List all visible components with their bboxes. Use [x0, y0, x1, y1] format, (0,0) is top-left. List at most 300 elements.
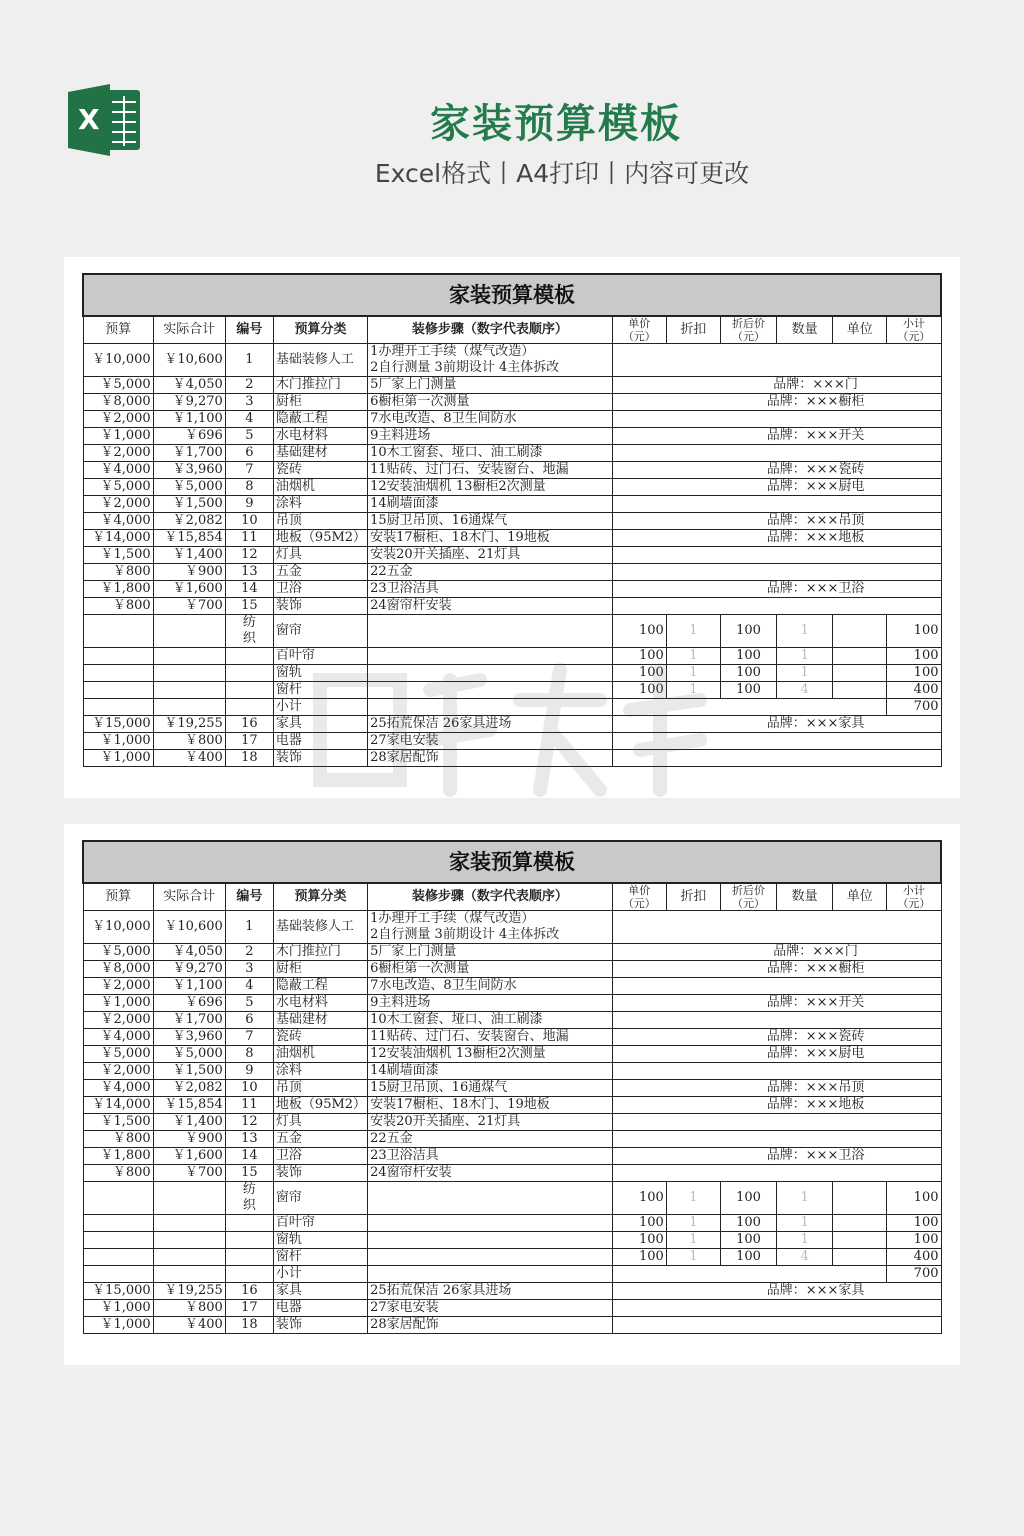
actual-cell[interactable]	[153, 682, 225, 699]
brand-cell[interactable]: 品牌：×××卫浴	[612, 581, 941, 598]
number-cell[interactable]	[225, 699, 273, 716]
steps-cell[interactable]: 25拓荒保洁 26家具进场	[368, 716, 613, 733]
number-cell[interactable]: 18	[225, 750, 273, 767]
category-cell[interactable]: 电器	[273, 1300, 367, 1317]
quantity-cell[interactable]: 1	[777, 665, 833, 682]
category-cell[interactable]: 隐蔽工程	[273, 978, 367, 995]
subtotal-cell[interactable]: 100	[887, 1215, 941, 1232]
column-header[interactable]: 单价 （元）	[612, 316, 666, 344]
budget-cell[interactable]: ￥5,000	[83, 479, 153, 496]
item-name-cell[interactable]: 窗帘	[273, 615, 367, 648]
budget-cell[interactable]: ￥1,000	[83, 428, 153, 445]
category-cell[interactable]: 厨柜	[273, 961, 367, 978]
actual-cell[interactable]: ￥1,400	[153, 547, 225, 564]
brand-cell[interactable]	[612, 911, 941, 944]
steps-cell[interactable]	[368, 648, 613, 665]
column-header[interactable]: 预算	[83, 316, 153, 344]
discount-cell[interactable]: 1	[666, 1232, 720, 1249]
actual-cell[interactable]: ￥3,960	[153, 462, 225, 479]
column-header[interactable]: 折扣	[666, 316, 720, 344]
budget-cell[interactable]: ￥1,000	[83, 733, 153, 750]
number-cell[interactable]: 1	[225, 911, 273, 944]
steps-cell[interactable]	[368, 1249, 613, 1266]
steps-cell[interactable]: 6橱柜第一次测量	[368, 961, 613, 978]
brand-cell[interactable]: 品牌：×××门	[612, 377, 941, 394]
budget-cell[interactable]: ￥2,000	[83, 1063, 153, 1080]
brand-cell[interactable]	[612, 1165, 941, 1182]
category-cell[interactable]: 涂料	[273, 1063, 367, 1080]
unit-cell[interactable]	[833, 1232, 887, 1249]
steps-cell[interactable]	[368, 1182, 613, 1215]
net-price-cell[interactable]: 100	[720, 648, 776, 665]
category-cell[interactable]: 水电材料	[273, 428, 367, 445]
actual-cell[interactable]: ￥1,100	[153, 411, 225, 428]
budget-cell[interactable]: ￥1,800	[83, 1148, 153, 1165]
number-cell[interactable]: 17	[225, 1300, 273, 1317]
brand-cell[interactable]: 品牌：×××开关	[612, 995, 941, 1012]
actual-cell[interactable]: ￥400	[153, 1317, 225, 1334]
budget-cell[interactable]: ￥1,500	[83, 547, 153, 564]
quantity-cell[interactable]: 1	[777, 1215, 833, 1232]
quantity-cell[interactable]: 1	[777, 648, 833, 665]
unit-price-cell[interactable]: 100	[612, 1182, 666, 1215]
category-cell[interactable]: 装饰	[273, 750, 367, 767]
category-cell[interactable]: 吊顶	[273, 1080, 367, 1097]
net-price-cell[interactable]: 100	[720, 665, 776, 682]
discount-cell[interactable]: 1	[666, 1215, 720, 1232]
category-cell[interactable]: 木门推拉门	[273, 377, 367, 394]
actual-cell[interactable]: ￥800	[153, 1300, 225, 1317]
item-name-cell[interactable]: 窗杆	[273, 682, 367, 699]
actual-cell[interactable]	[153, 1249, 225, 1266]
number-cell[interactable]	[225, 1249, 273, 1266]
category-cell[interactable]: 瓷砖	[273, 1029, 367, 1046]
actual-cell[interactable]: ￥2,082	[153, 513, 225, 530]
budget-cell[interactable]: ￥2,000	[83, 1012, 153, 1029]
budget-cell[interactable]	[83, 1249, 153, 1266]
column-header[interactable]: 装修步骤（数字代表顺序）	[368, 883, 613, 911]
category-cell[interactable]: 电器	[273, 733, 367, 750]
budget-cell[interactable]: ￥1,000	[83, 995, 153, 1012]
category-cell[interactable]: 基础装修人工	[273, 344, 367, 377]
number-cell[interactable]: 16	[225, 1283, 273, 1300]
net-price-cell[interactable]: 100	[720, 1232, 776, 1249]
steps-cell[interactable]	[368, 1266, 613, 1283]
steps-cell[interactable]: 24窗帘杆安装	[368, 598, 613, 615]
category-cell[interactable]: 五金	[273, 1131, 367, 1148]
column-header[interactable]: 折扣	[666, 883, 720, 911]
steps-cell[interactable]	[368, 615, 613, 648]
steps-cell[interactable]: 安装17橱柜、18木门、19地板	[368, 530, 613, 547]
discount-cell[interactable]: 1	[666, 1249, 720, 1266]
category-cell[interactable]: 地板（95M2）	[273, 1097, 367, 1114]
net-price-cell[interactable]: 100	[720, 1215, 776, 1232]
unit-cell[interactable]	[833, 648, 887, 665]
steps-cell[interactable]: 25拓荒保洁 26家具进场	[368, 1283, 613, 1300]
actual-cell[interactable]	[153, 648, 225, 665]
actual-cell[interactable]: ￥15,854	[153, 1097, 225, 1114]
steps-cell[interactable]: 6橱柜第一次测量	[368, 394, 613, 411]
number-cell[interactable]: 3	[225, 394, 273, 411]
steps-cell[interactable]: 27家电安装	[368, 733, 613, 750]
brand-cell[interactable]	[612, 1114, 941, 1131]
actual-cell[interactable]: ￥1,400	[153, 1114, 225, 1131]
net-price-cell[interactable]: 100	[720, 1249, 776, 1266]
brand-cell[interactable]: 品牌：×××地板	[612, 530, 941, 547]
steps-cell[interactable]: 5厂家上门测量	[368, 944, 613, 961]
column-header[interactable]: 预算分类	[273, 316, 367, 344]
steps-cell[interactable]: 15厨卫吊顶、16通煤气	[368, 1080, 613, 1097]
brand-cell[interactable]: 品牌：×××橱柜	[612, 394, 941, 411]
category-cell[interactable]: 基础建材	[273, 1012, 367, 1029]
column-header[interactable]: 编号	[225, 316, 273, 344]
unit-cell[interactable]	[833, 1215, 887, 1232]
item-name-cell[interactable]: 窗轨	[273, 665, 367, 682]
category-cell[interactable]: 装饰	[273, 1165, 367, 1182]
number-cell[interactable]: 2	[225, 944, 273, 961]
number-cell[interactable]: 6	[225, 445, 273, 462]
total-label-cell[interactable]: 小计	[273, 1266, 367, 1283]
category-cell[interactable]: 装饰	[273, 1317, 367, 1334]
category-cell[interactable]: 装饰	[273, 598, 367, 615]
steps-cell[interactable]: 14刷墙面漆	[368, 496, 613, 513]
budget-cell[interactable]: ￥5,000	[83, 1046, 153, 1063]
number-cell[interactable]: 17	[225, 733, 273, 750]
brand-cell[interactable]: 品牌：×××吊顶	[612, 513, 941, 530]
budget-cell[interactable]: ￥5,000	[83, 377, 153, 394]
brand-cell[interactable]	[612, 733, 941, 750]
table-caption[interactable]: 家装预算模板	[83, 841, 941, 883]
steps-cell[interactable]: 5厂家上门测量	[368, 377, 613, 394]
number-cell[interactable]: 7	[225, 462, 273, 479]
number-cell[interactable]: 15	[225, 598, 273, 615]
brand-cell[interactable]	[612, 496, 941, 513]
number-cell[interactable]: 16	[225, 716, 273, 733]
subtotal-cell[interactable]: 400	[887, 682, 941, 699]
actual-cell[interactable]: ￥1,600	[153, 581, 225, 598]
number-cell[interactable]	[225, 1266, 273, 1283]
budget-cell[interactable]: ￥1,000	[83, 750, 153, 767]
brand-cell[interactable]: 品牌：×××开关	[612, 428, 941, 445]
budget-cell[interactable]: ￥5,000	[83, 944, 153, 961]
quantity-cell[interactable]: 4	[777, 682, 833, 699]
category-cell[interactable]: 五金	[273, 564, 367, 581]
column-header[interactable]: 实际合计	[153, 883, 225, 911]
actual-cell[interactable]: ￥900	[153, 1131, 225, 1148]
actual-cell[interactable]: ￥1,700	[153, 445, 225, 462]
unit-price-cell[interactable]: 100	[612, 648, 666, 665]
number-cell[interactable]: 15	[225, 1165, 273, 1182]
number-cell[interactable]: 18	[225, 1317, 273, 1334]
steps-cell[interactable]: 安装17橱柜、18木门、19地板	[368, 1097, 613, 1114]
budget-cell[interactable]: ￥14,000	[83, 530, 153, 547]
number-cell[interactable]: 2	[225, 377, 273, 394]
budget-cell[interactable]: ￥4,000	[83, 462, 153, 479]
category-cell[interactable]: 油烟机	[273, 479, 367, 496]
budget-cell[interactable]	[83, 1215, 153, 1232]
unit-cell[interactable]	[833, 1249, 887, 1266]
number-cell[interactable]: 5	[225, 428, 273, 445]
steps-cell[interactable]: 7水电改造、8卫生间防水	[368, 978, 613, 995]
brand-cell[interactable]: 品牌：×××卫浴	[612, 1148, 941, 1165]
brand-cell[interactable]: 品牌：×××橱柜	[612, 961, 941, 978]
budget-cell[interactable]	[83, 665, 153, 682]
discount-cell[interactable]: 1	[666, 648, 720, 665]
actual-cell[interactable]: ￥400	[153, 750, 225, 767]
discount-cell[interactable]: 1	[666, 682, 720, 699]
column-header[interactable]: 实际合计	[153, 316, 225, 344]
steps-cell[interactable]	[368, 699, 613, 716]
steps-cell[interactable]: 1办理开工手续（煤气改造） 2自行测量 3前期设计 4主体拆改	[368, 911, 613, 944]
column-header[interactable]: 数量	[777, 316, 833, 344]
steps-cell[interactable]: 27家电安装	[368, 1300, 613, 1317]
budget-cell[interactable]: ￥14,000	[83, 1097, 153, 1114]
number-cell[interactable]: 1	[225, 344, 273, 377]
table-caption[interactable]: 家装预算模板	[83, 274, 941, 316]
number-cell[interactable]: 6	[225, 1012, 273, 1029]
actual-cell[interactable]	[153, 1232, 225, 1249]
category-cell[interactable]: 涂料	[273, 496, 367, 513]
budget-cell[interactable]: ￥2,000	[83, 496, 153, 513]
budget-cell[interactable]: ￥1,000	[83, 1300, 153, 1317]
actual-cell[interactable]: ￥19,255	[153, 1283, 225, 1300]
budget-cell[interactable]: ￥4,000	[83, 513, 153, 530]
column-header[interactable]: 预算	[83, 883, 153, 911]
actual-cell[interactable]	[153, 665, 225, 682]
item-name-cell[interactable]: 百叶帘	[273, 648, 367, 665]
actual-cell[interactable]: ￥19,255	[153, 716, 225, 733]
brand-cell[interactable]: 品牌：×××瓷砖	[612, 462, 941, 479]
actual-cell[interactable]: ￥1,600	[153, 1148, 225, 1165]
category-cell[interactable]: 卫浴	[273, 1148, 367, 1165]
number-cell[interactable]: 4	[225, 978, 273, 995]
item-name-cell[interactable]: 窗杆	[273, 1249, 367, 1266]
column-header[interactable]: 小计 （元）	[887, 883, 941, 911]
number-cell[interactable]	[225, 1232, 273, 1249]
steps-cell[interactable]: 15厨卫吊顶、16通煤气	[368, 513, 613, 530]
brand-cell[interactable]	[612, 564, 941, 581]
number-cell[interactable]: 7	[225, 1029, 273, 1046]
budget-cell[interactable]	[83, 1232, 153, 1249]
actual-cell[interactable]	[153, 615, 225, 648]
actual-cell[interactable]: ￥900	[153, 564, 225, 581]
category-cell[interactable]: 隐蔽工程	[273, 411, 367, 428]
budget-cell[interactable]: ￥10,000	[83, 911, 153, 944]
unit-price-cell[interactable]: 100	[612, 615, 666, 648]
category-cell[interactable]: 灯具	[273, 547, 367, 564]
unit-price-cell[interactable]: 100	[612, 1215, 666, 1232]
unit-cell[interactable]	[833, 682, 887, 699]
steps-cell[interactable]: 12安装油烟机 13橱柜2次测量	[368, 1046, 613, 1063]
budget-cell[interactable]: ￥8,000	[83, 961, 153, 978]
total-cell[interactable]: 700	[887, 1266, 941, 1283]
brand-cell[interactable]: 品牌：×××吊顶	[612, 1080, 941, 1097]
total-cell[interactable]: 700	[887, 699, 941, 716]
actual-cell[interactable]: ￥696	[153, 995, 225, 1012]
steps-cell[interactable]	[368, 665, 613, 682]
net-price-cell[interactable]: 100	[720, 682, 776, 699]
unit-price-cell[interactable]: 100	[612, 1232, 666, 1249]
actual-cell[interactable]: ￥5,000	[153, 1046, 225, 1063]
brand-cell[interactable]: 品牌：×××瓷砖	[612, 1029, 941, 1046]
subtotal-cell[interactable]: 400	[887, 1249, 941, 1266]
steps-cell[interactable]: 11贴砖、过门石、安装窗台、地漏	[368, 1029, 613, 1046]
steps-cell[interactable]	[368, 1215, 613, 1232]
column-header[interactable]: 小计 （元）	[887, 316, 941, 344]
budget-cell[interactable]	[83, 1266, 153, 1283]
brand-cell[interactable]: 品牌：×××家具	[612, 1283, 941, 1300]
subtotal-cell[interactable]: 100	[887, 1182, 941, 1215]
unit-price-cell[interactable]: 100	[612, 665, 666, 682]
number-cell[interactable]: 12	[225, 1114, 273, 1131]
steps-cell[interactable]: 安装20开关插座、21灯具	[368, 547, 613, 564]
category-cell[interactable]: 灯具	[273, 1114, 367, 1131]
number-cell[interactable]: 13	[225, 1131, 273, 1148]
number-cell[interactable]: 14	[225, 581, 273, 598]
number-cell[interactable]: 5	[225, 995, 273, 1012]
brand-cell[interactable]: 品牌：×××门	[612, 944, 941, 961]
blank-cell[interactable]	[612, 1266, 887, 1283]
actual-cell[interactable]: ￥800	[153, 733, 225, 750]
steps-cell[interactable]: 23卫浴洁具	[368, 1148, 613, 1165]
steps-cell[interactable]: 1办理开工手续（煤气改造） 2自行测量 3前期设计 4主体拆改	[368, 344, 613, 377]
blank-cell[interactable]	[612, 699, 887, 716]
steps-cell[interactable]: 12安装油烟机 13橱柜2次测量	[368, 479, 613, 496]
steps-cell[interactable]: 22五金	[368, 564, 613, 581]
budget-cell[interactable]: ￥15,000	[83, 1283, 153, 1300]
category-cell[interactable]: 瓷砖	[273, 462, 367, 479]
unit-cell[interactable]	[833, 1182, 887, 1215]
brand-cell[interactable]	[612, 445, 941, 462]
budget-cell[interactable]: ￥800	[83, 1165, 153, 1182]
steps-cell[interactable]: 14刷墙面漆	[368, 1063, 613, 1080]
discount-cell[interactable]: 1	[666, 665, 720, 682]
brand-cell[interactable]	[612, 750, 941, 767]
number-cell[interactable]	[225, 682, 273, 699]
budget-cell[interactable]	[83, 699, 153, 716]
brand-cell[interactable]: 品牌：×××厨电	[612, 1046, 941, 1063]
steps-cell[interactable]: 9主料进场	[368, 428, 613, 445]
item-name-cell[interactable]: 窗帘	[273, 1182, 367, 1215]
actual-cell[interactable]: ￥1,500	[153, 496, 225, 513]
category-cell[interactable]: 地板（95M2）	[273, 530, 367, 547]
brand-cell[interactable]	[612, 547, 941, 564]
budget-cell[interactable]: ￥15,000	[83, 716, 153, 733]
steps-cell[interactable]: 23卫浴洁具	[368, 581, 613, 598]
steps-cell[interactable]: 22五金	[368, 1131, 613, 1148]
budget-cell[interactable]: ￥2,000	[83, 411, 153, 428]
steps-cell[interactable]: 9主料进场	[368, 995, 613, 1012]
number-cell[interactable]: 10	[225, 513, 273, 530]
actual-cell[interactable]: ￥1,500	[153, 1063, 225, 1080]
category-cell[interactable]: 家具	[273, 716, 367, 733]
actual-cell[interactable]	[153, 1266, 225, 1283]
category-cell[interactable]: 家具	[273, 1283, 367, 1300]
actual-cell[interactable]: ￥9,270	[153, 961, 225, 978]
discount-cell[interactable]: 1	[666, 615, 720, 648]
brand-cell[interactable]	[612, 1131, 941, 1148]
category-cell[interactable]: 厨柜	[273, 394, 367, 411]
budget-cell[interactable]	[83, 615, 153, 648]
budget-cell[interactable]	[83, 1182, 153, 1215]
column-header[interactable]: 折后价 （元）	[720, 316, 776, 344]
brand-cell[interactable]	[612, 411, 941, 428]
number-cell[interactable]: 8	[225, 1046, 273, 1063]
category-cell[interactable]: 油烟机	[273, 1046, 367, 1063]
brand-cell[interactable]	[612, 344, 941, 377]
steps-cell[interactable]: 24窗帘杆安装	[368, 1165, 613, 1182]
column-header[interactable]: 装修步骤（数字代表顺序）	[368, 316, 613, 344]
number-cell[interactable]: 11	[225, 1097, 273, 1114]
number-cell[interactable]	[225, 665, 273, 682]
column-header[interactable]: 折后价 （元）	[720, 883, 776, 911]
number-cell[interactable]: 8	[225, 479, 273, 496]
net-price-cell[interactable]: 100	[720, 615, 776, 648]
column-header[interactable]: 单位	[833, 883, 887, 911]
number-cell[interactable]: 12	[225, 547, 273, 564]
actual-cell[interactable]: ￥3,960	[153, 1029, 225, 1046]
quantity-cell[interactable]: 1	[777, 1232, 833, 1249]
budget-cell[interactable]: ￥8,000	[83, 394, 153, 411]
item-name-cell[interactable]: 百叶帘	[273, 1215, 367, 1232]
category-cell[interactable]: 基础装修人工	[273, 911, 367, 944]
actual-cell[interactable]: ￥15,854	[153, 530, 225, 547]
brand-cell[interactable]: 品牌：×××厨电	[612, 479, 941, 496]
actual-cell[interactable]: ￥9,270	[153, 394, 225, 411]
steps-cell[interactable]: 7水电改造、8卫生间防水	[368, 411, 613, 428]
actual-cell[interactable]: ￥1,700	[153, 1012, 225, 1029]
subtotal-cell[interactable]: 100	[887, 615, 941, 648]
budget-cell[interactable]: ￥4,000	[83, 1029, 153, 1046]
budget-cell[interactable]: ￥800	[83, 598, 153, 615]
actual-cell[interactable]	[153, 1182, 225, 1215]
column-header[interactable]: 预算分类	[273, 883, 367, 911]
steps-cell[interactable]: 28家居配饰	[368, 750, 613, 767]
steps-cell[interactable]	[368, 1232, 613, 1249]
category-cell[interactable]: 基础建材	[273, 445, 367, 462]
unit-price-cell[interactable]: 100	[612, 1249, 666, 1266]
budget-cell[interactable]	[83, 648, 153, 665]
number-cell[interactable]: 3	[225, 961, 273, 978]
column-header[interactable]: 数量	[777, 883, 833, 911]
actual-cell[interactable]: ￥4,050	[153, 377, 225, 394]
budget-cell[interactable]: ￥1,000	[83, 1317, 153, 1334]
actual-cell[interactable]: ￥5,000	[153, 479, 225, 496]
textile-group-label[interactable]: 纺 织	[225, 615, 273, 648]
actual-cell[interactable]: ￥700	[153, 598, 225, 615]
actual-cell[interactable]	[153, 1215, 225, 1232]
actual-cell[interactable]: ￥1,100	[153, 978, 225, 995]
total-label-cell[interactable]: 小计	[273, 699, 367, 716]
budget-cell[interactable]: ￥1,800	[83, 581, 153, 598]
number-cell[interactable]: 4	[225, 411, 273, 428]
brand-cell[interactable]	[612, 1317, 941, 1334]
subtotal-cell[interactable]: 100	[887, 648, 941, 665]
number-cell[interactable]: 9	[225, 1063, 273, 1080]
budget-cell[interactable]: ￥2,000	[83, 978, 153, 995]
brand-cell[interactable]	[612, 1012, 941, 1029]
brand-cell[interactable]	[612, 1300, 941, 1317]
column-header[interactable]: 编号	[225, 883, 273, 911]
steps-cell[interactable]: 10木工窗套、垭口、油工刷漆	[368, 445, 613, 462]
brand-cell[interactable]	[612, 598, 941, 615]
actual-cell[interactable]: ￥700	[153, 1165, 225, 1182]
budget-cell[interactable]: ￥800	[83, 564, 153, 581]
budget-cell[interactable]: ￥10,000	[83, 344, 153, 377]
item-name-cell[interactable]: 窗轨	[273, 1232, 367, 1249]
steps-cell[interactable]: 28家居配饰	[368, 1317, 613, 1334]
number-cell[interactable]	[225, 1215, 273, 1232]
